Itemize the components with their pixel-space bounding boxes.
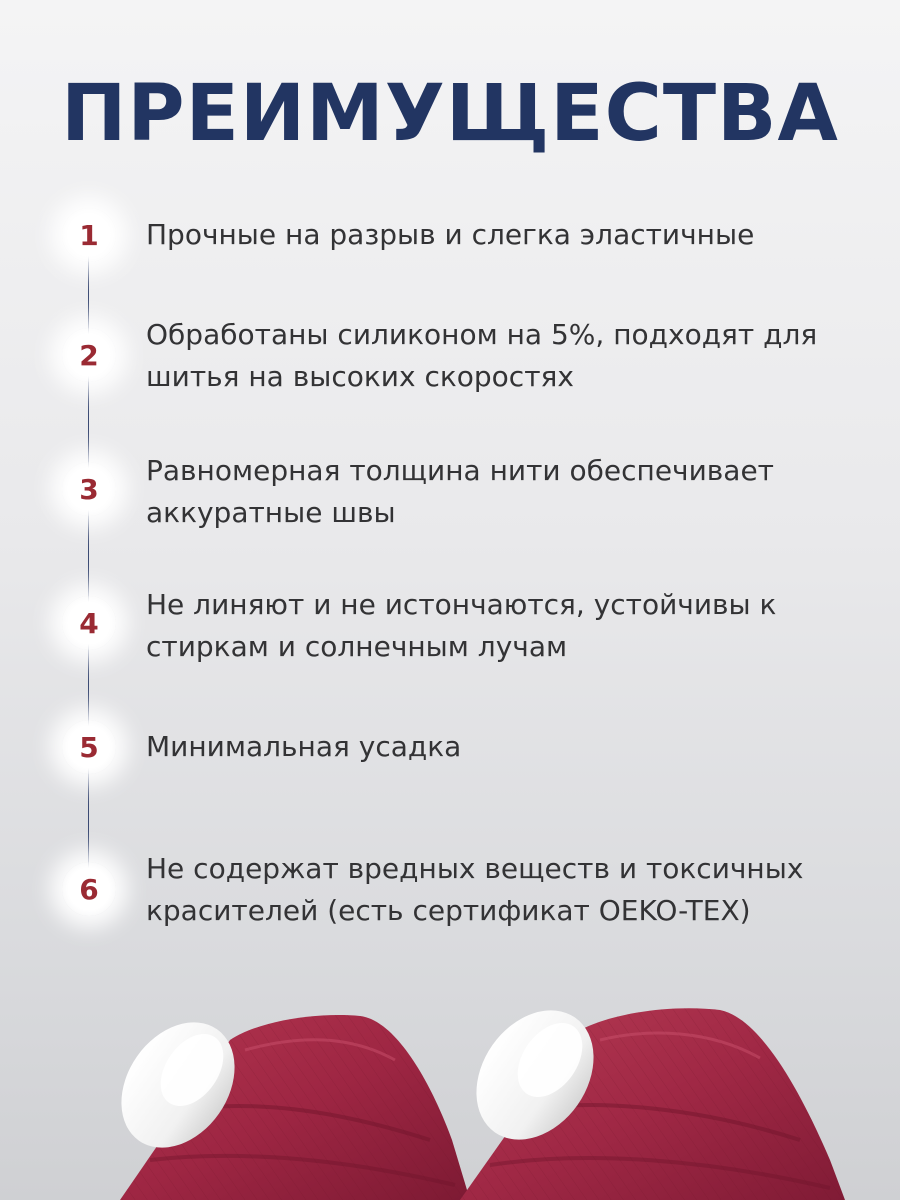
advantage-number-2: 2	[62, 328, 116, 382]
left-spool	[98, 1001, 470, 1200]
advantage-text-2: Обработаны силиконом на 5%, подходят для шитья на высоких скоростях	[146, 318, 818, 393]
advantage-number-1: 1	[62, 208, 116, 262]
advantage-number-4: 4	[62, 596, 116, 650]
advantage-text-5: Минимальная усадка	[146, 730, 462, 763]
advantage-number-6: 6	[62, 862, 116, 916]
advantage-text-1: Прочные на разрыв и слегка эластичные	[146, 218, 755, 251]
thread-spools-image	[0, 990, 900, 1200]
advantage-number-3: 3	[62, 462, 116, 516]
advantage-text-3: Равномерная толщина нити обеспечивает аккуратные швы	[146, 454, 774, 529]
page-title: ПРЕИМУЩЕСТВА	[61, 69, 839, 159]
advantage-text-6: Не содержат вредных веществ и токсичных красителей (есть сертификат OEKO-TEX)	[146, 852, 804, 927]
advantage-number-5: 5	[62, 720, 116, 774]
advantage-text-4: Не линяют и не истончаются, устойчивы к стиркам и солнечным лучам	[146, 588, 777, 663]
right-spool	[452, 990, 845, 1200]
